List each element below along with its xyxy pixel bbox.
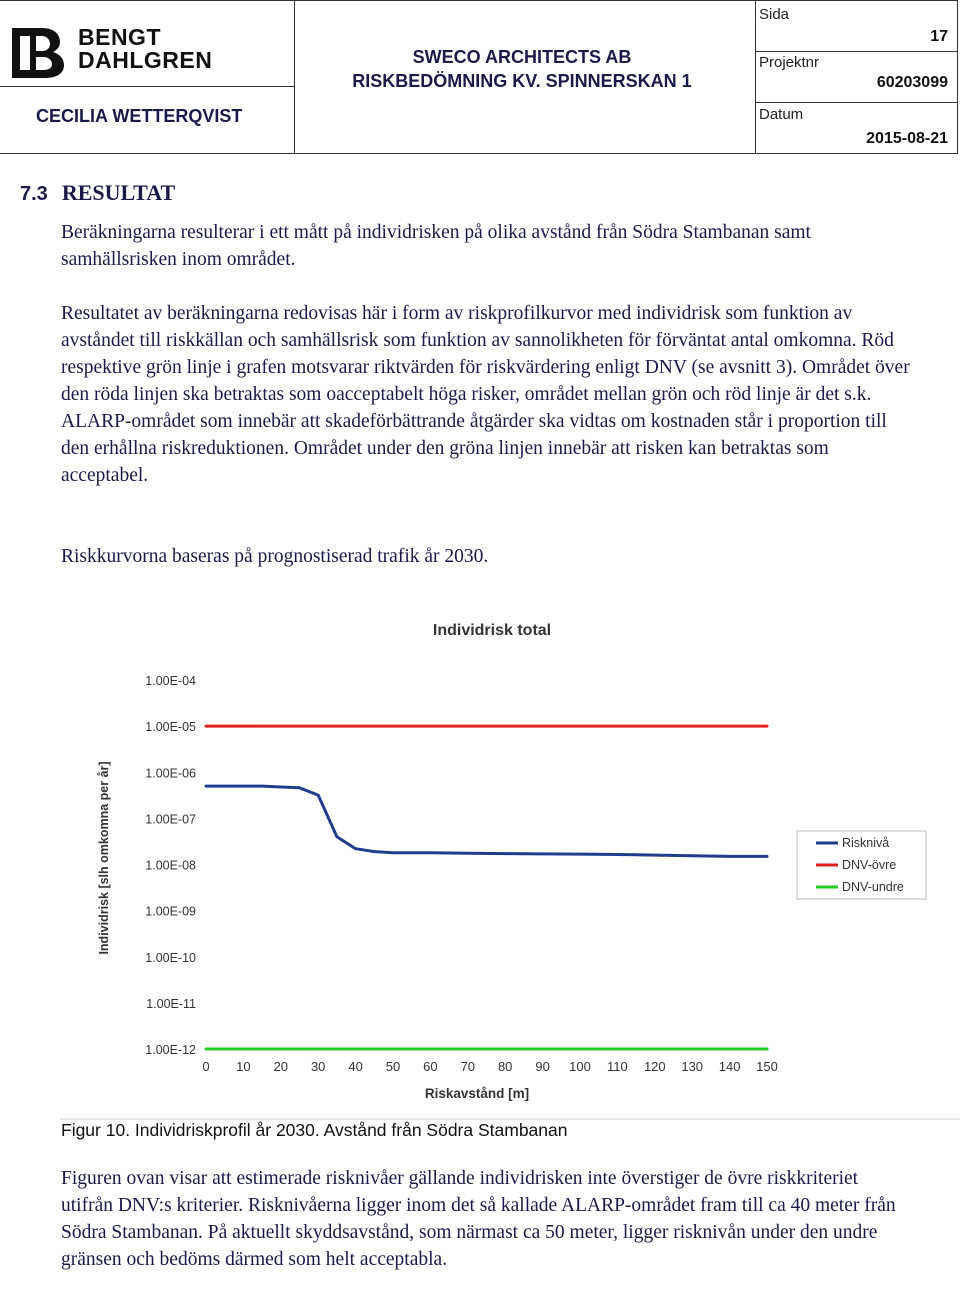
section-title: RESULTAT xyxy=(61,180,176,205)
header-divider xyxy=(755,0,756,154)
y-tick-label: 1.00E-04 xyxy=(145,674,196,688)
x-tick-label: 150 xyxy=(756,1059,778,1074)
y-tick-label: 1.00E-08 xyxy=(145,858,196,873)
page-label: Sida xyxy=(759,6,790,23)
x-tick-label: 60 xyxy=(423,1059,438,1074)
chart-canvas xyxy=(60,605,960,1120)
y-tick-label: 1.00E-07 xyxy=(145,812,196,827)
logo-line-2: DAHLGREN xyxy=(78,47,213,73)
x-tick-label: 90 xyxy=(535,1059,550,1074)
date-label: Datum xyxy=(759,106,804,123)
company-block xyxy=(296,45,748,93)
x-tick-label: 120 xyxy=(643,1059,666,1074)
page-number: 17 xyxy=(930,28,948,45)
section-number: 7.3 xyxy=(20,183,48,205)
chart-title: Individrisk total xyxy=(432,622,552,639)
page-header xyxy=(0,0,960,154)
header-divider xyxy=(294,0,295,154)
x-tick-label: 30 xyxy=(310,1059,326,1074)
figure-caption: Figur 10. Individriskprofil år 2030. Avstånd från Södra Stambanan xyxy=(61,1120,568,1140)
bd-logo-icon xyxy=(12,24,76,80)
y-tick-labels xyxy=(145,674,196,1057)
project-label: Projektnr xyxy=(759,54,820,71)
y-tick-label: 1.00E-11 xyxy=(146,996,196,1011)
paragraph-conclusion: Figuren ovan visar att estimerade risknivåer gällande individrisken inte överstiger de övre riskkriteriet utifrån DNV:s kriterier. Risknivåerna ligger inom det så kallade ALARP-området fram till ca 40 meter från Södra Stambanan. På aktuellt skyddsavstånd, som närmast ca 50 meter, ligger risknivån under den undre gränsen och bedöms därmed som helt acceptabla. xyxy=(61,1168,896,1270)
legend-label: DNV-övre xyxy=(842,858,897,872)
legend-label: DNV-undre xyxy=(842,880,904,894)
x-tick-label: 20 xyxy=(273,1059,289,1074)
x-tick-label: 130 xyxy=(681,1059,704,1074)
section-heading xyxy=(20,180,175,206)
paragraph-results: Resultatet av beräkningarna redovisas här i form av riskprofilkurvor med individrisk som funktion av avståndet till riskkällan och samhällsrisk som funktion av sannolikheten för förväntat antal omkomna. Röd respektive grön linje i grafen motsvarar riktvärden för riskvärdering enligt DNV (se avsnitt 3). Området över den röda linjen ska betraktas som oacceptabelt höga risker, området mellan grön och röd linje är det s.k. ALARP-området som innebär att skadeförbättrande åtgärder ska vidtas om kostnaden står i proportion till den erhållna riskreduktionen. Området under den gröna linjen innebär att risken kan betraktas som acceptabel. xyxy=(61,303,910,486)
document-title: RISKBEDÖMNING KV. SPINNERSKAN 1 xyxy=(352,71,692,91)
y-tick-label: 1.00E-06 xyxy=(145,766,196,781)
x-tick-label: 50 xyxy=(385,1059,401,1074)
chart-y-axis-label: Individrisk [slh omkomna per år] xyxy=(97,761,111,955)
individual-risk-chart xyxy=(60,605,960,1120)
y-tick-label: 1.00E-10 xyxy=(145,950,196,965)
project-number: 60203099 xyxy=(876,74,948,91)
y-tick-label: 1.00E-09 xyxy=(145,904,196,919)
header-divider xyxy=(755,51,958,52)
x-tick-label: 140 xyxy=(718,1059,741,1074)
logo-line-1: BENGT xyxy=(78,24,161,50)
legend-label: Risknivå xyxy=(842,836,890,850)
header-divider xyxy=(0,86,294,87)
x-tick-label: 10 xyxy=(236,1059,251,1074)
x-tick-label: 100 xyxy=(569,1059,591,1074)
x-tick-label: 70 xyxy=(460,1059,476,1074)
y-tick-label: 1.00E-05 xyxy=(145,720,196,735)
chart-x-axis-label: Riskavstånd [m] xyxy=(424,1086,530,1101)
logo-wordmark xyxy=(78,26,212,72)
chart-legend xyxy=(797,831,926,899)
x-tick-label: 0 xyxy=(202,1059,210,1074)
header-divider xyxy=(755,102,958,103)
paragraph-traffic: Riskkurvorna baseras på prognostiserad trafik år 2030. xyxy=(61,546,489,567)
x-tick-label: 80 xyxy=(497,1059,513,1074)
paragraph-intro: Beräkningarna resulterar i ett mått på individrisken på olika avstånd från Södra Stambanan samt samhällsrisken inom området. xyxy=(61,222,811,270)
date-value: 2015-08-21 xyxy=(866,130,948,147)
x-tick-label: 40 xyxy=(348,1059,363,1074)
y-tick-label: 1.00E-12 xyxy=(145,1043,196,1057)
company-name: SWECO ARCHITECTS AB xyxy=(412,47,632,67)
author-name: CECILIA WETTERQVIST xyxy=(36,106,243,126)
x-tick-label: 110 xyxy=(607,1059,628,1074)
